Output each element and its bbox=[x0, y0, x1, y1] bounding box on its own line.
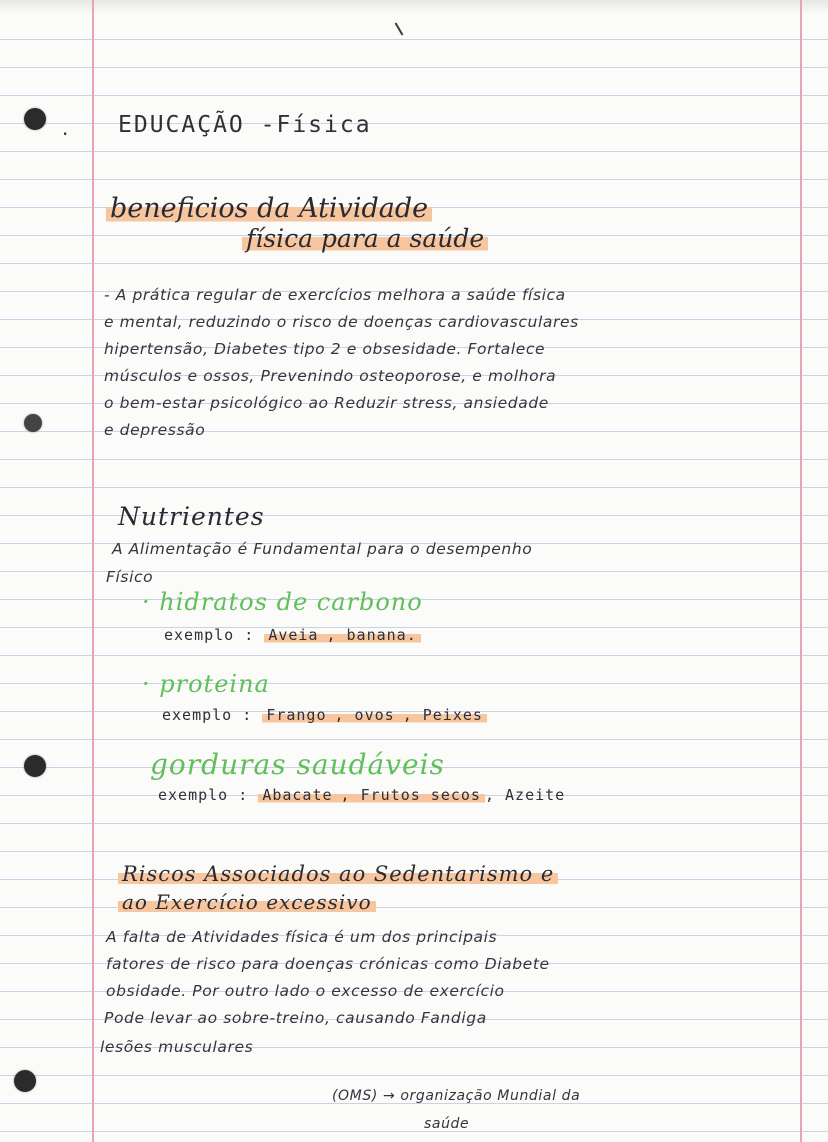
binder-hole-3 bbox=[24, 755, 46, 777]
footnote-line2: saúde bbox=[424, 1116, 470, 1132]
right-margin-line bbox=[800, 0, 802, 1142]
example-item: , Peixes bbox=[399, 706, 487, 724]
risks-heading-line1-text: Riscos Associados ao Sedentarismo e bbox=[118, 862, 558, 886]
risks-heading-line2-text: ao Exercício excessivo bbox=[118, 890, 376, 914]
nutrients-intro-line2: Físico bbox=[106, 568, 154, 586]
risks-line: Pode levar ao sobre-treino, causando Fandiga bbox=[104, 1009, 487, 1027]
footnote-line1: (OMS) → organização Mundial da bbox=[332, 1088, 581, 1104]
benefits-line: e depressão bbox=[104, 421, 206, 439]
risks-line: obsidade. Por outro lado o excesso de exercício bbox=[106, 982, 505, 1000]
example-item: Abacate bbox=[258, 786, 336, 804]
binder-hole-1 bbox=[24, 108, 46, 130]
risks-line: lesões musculares bbox=[100, 1038, 254, 1056]
benefits-line: músculos e ossos, Prevenindo osteoporose, e molhora bbox=[104, 367, 557, 385]
example-item: , ovos bbox=[331, 706, 399, 724]
benefits-line: e mental, reduzindo o risco de doenças cardiovasculares bbox=[104, 313, 579, 331]
binder-hole-4 bbox=[14, 1070, 36, 1092]
benefits-line: hipertensão, Diabetes tipo 2 e obsesidade. Fortalece bbox=[104, 340, 546, 358]
nutrient-name-fats: gorduras saudáveis bbox=[150, 748, 445, 781]
nutrients-heading: Nutrientes bbox=[118, 502, 265, 531]
bullet-dot: . bbox=[62, 116, 69, 140]
example-label: exemplo : bbox=[162, 706, 253, 724]
benefits-heading-line2 bbox=[242, 224, 488, 253]
example-item: , Azeite bbox=[484, 786, 566, 804]
binder-hole-2 bbox=[24, 414, 42, 432]
page-top-shadow bbox=[0, 0, 828, 14]
benefits-heading-line1-text: beneficios da Atividade bbox=[106, 193, 432, 224]
page-title: EDUCAÇÃO -Física bbox=[118, 112, 372, 138]
example-item: , banana. bbox=[322, 626, 420, 644]
benefits-heading-line2-text: física para a saúde bbox=[242, 224, 488, 253]
nutrient-example-protein bbox=[162, 706, 487, 724]
example-item: , Frutos secos bbox=[337, 786, 485, 804]
example-item: Frango bbox=[262, 706, 330, 724]
benefits-line: - A prática regular de exercícios melhora a saúde física bbox=[104, 286, 566, 304]
risks-line: fatores de risco para doenças crónicas como Diabete bbox=[106, 955, 550, 973]
nutrient-example-carbs bbox=[164, 626, 421, 644]
example-item: Aveia bbox=[264, 626, 322, 644]
benefits-heading-line1 bbox=[106, 193, 432, 224]
risks-heading-line2 bbox=[118, 890, 376, 914]
example-label: exemplo : bbox=[164, 626, 255, 644]
pen-mark bbox=[395, 22, 404, 35]
nutrient-name-carbs: · hidratos de carbono bbox=[142, 588, 423, 616]
nutrients-intro-line1: A Alimentação é Fundamental para o desempenho bbox=[112, 540, 533, 558]
benefits-line: o bem-estar psicológico ao Reduzir stress, ansiedade bbox=[104, 394, 549, 412]
nutrient-example-fats bbox=[158, 786, 565, 804]
risks-heading-line1 bbox=[118, 862, 558, 886]
left-margin-line bbox=[92, 0, 94, 1142]
example-label: exemplo : bbox=[158, 786, 249, 804]
nutrient-name-protein: · proteina bbox=[142, 670, 270, 698]
risks-line: A falta de Atividades física é um dos principais bbox=[106, 928, 498, 946]
